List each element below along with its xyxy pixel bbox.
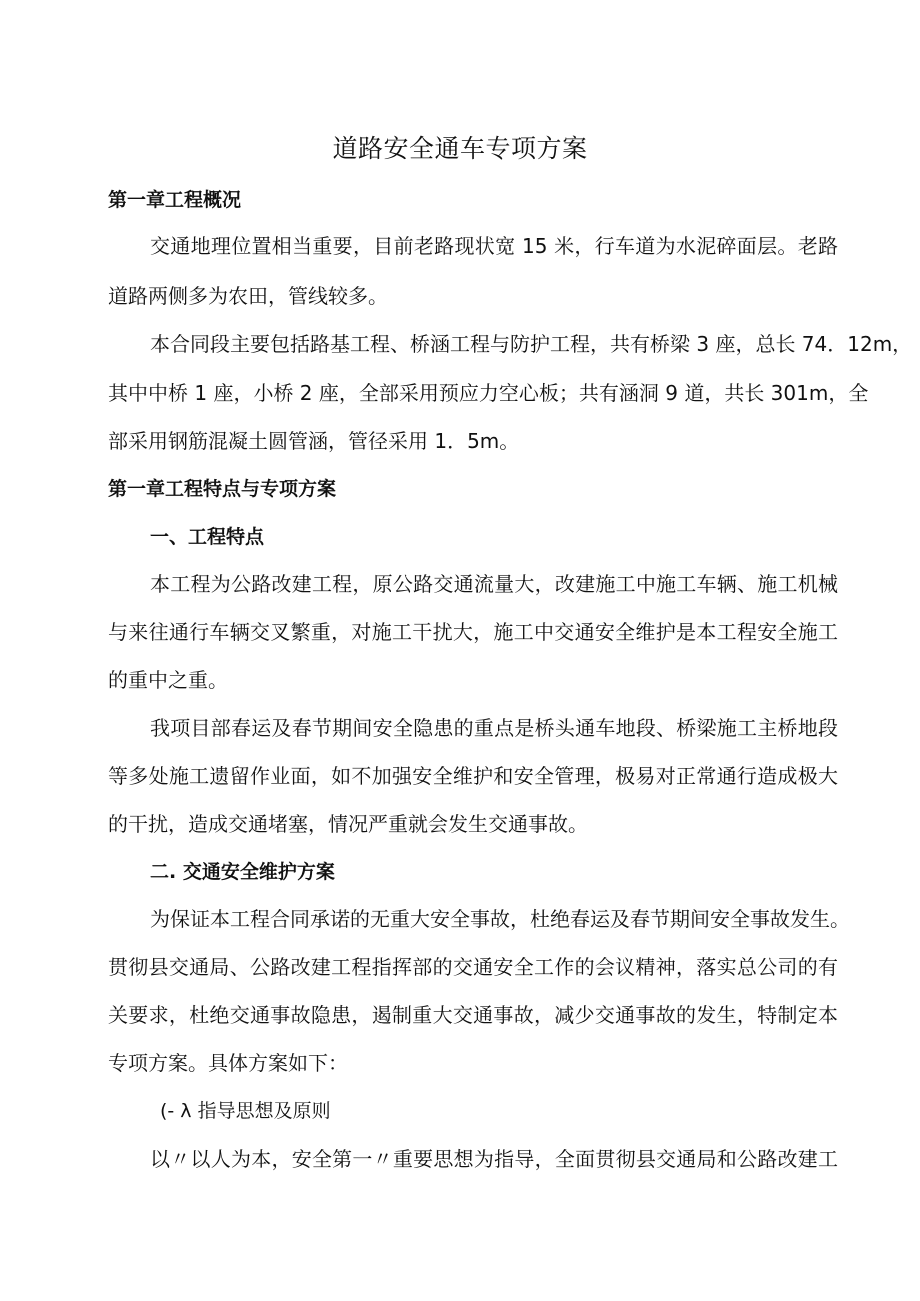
paragraph-line: 部采用钢筋混凝土圆管涵，管径采用 1．5m。 [108,429,520,453]
subsection-1-heading: (- λ 指导思想及原则 [160,1100,331,1122]
section-2-heading: 二. 交通安全维护方案 [150,861,335,883]
paragraph-line: 专项方案。具体方案如下： [108,1051,348,1075]
paragraph-line: 的干扰，造成交通堵塞，情况严重就会发生交通事故。 [108,812,588,836]
paragraph-line: 的重中之重。 [108,668,228,692]
paragraph-line: 以〃以人为本，安全第一〃重要思想为指导，全面贯彻县交通局和公路改建工 [150,1147,838,1171]
paragraph-line: 贯彻县交通局、公路改建工程指挥部的交通安全工作的会议精神，落实总公司的有 [108,955,838,979]
paragraph-line: 其中中桥 1 座，小桥 2 座，全部采用预应力空心板；共有涵洞 9 道，共长 301m，全 [108,381,869,405]
document-title: 道路安全通车专项方案 [332,134,588,163]
paragraph-line: 本工程为公路改建工程，原公路交通流量大，改建施工中施工车辆、施工机械 [150,572,838,596]
paragraph-line: 交通地理位置相当重要，目前老路现状宽 15 米，行车道为水泥碎面层。老路 [150,234,838,258]
chapter-2-heading: 第一章工程特点与专项方案 [108,478,337,500]
paragraph-line: 为保证本工程合同承诺的无重大安全事故，杜绝春运及春节期间安全事故发生。 [150,907,850,931]
paragraph-line: 道路两侧多为农田，管线较多。 [108,284,388,308]
paragraph-line: 等多处施工遗留作业面，如不加强安全维护和安全管理，极易对正常通行造成极大 [108,764,838,788]
paragraph-line: 本合同段主要包括路基工程、桥涵工程与防护工程，共有桥梁 3 座，总长 74．12m， [150,332,913,356]
paragraph-line: 我项目部春运及春节期间安全隐患的重点是桥头通车地段、桥梁施工主桥地段 [150,716,838,740]
chapter-1-heading: 第一章工程概况 [108,189,242,211]
paragraph-line: 与来往通行车辆交叉繁重，对施工干扰大，施工中交通安全维护是本工程安全施工 [108,620,838,644]
section-1-heading: 一、工程特点 [150,526,265,548]
paragraph-line: 关要求，杜绝交通事故隐患，遏制重大交通事故，减少交通事故的发生，特制定本 [108,1003,838,1027]
